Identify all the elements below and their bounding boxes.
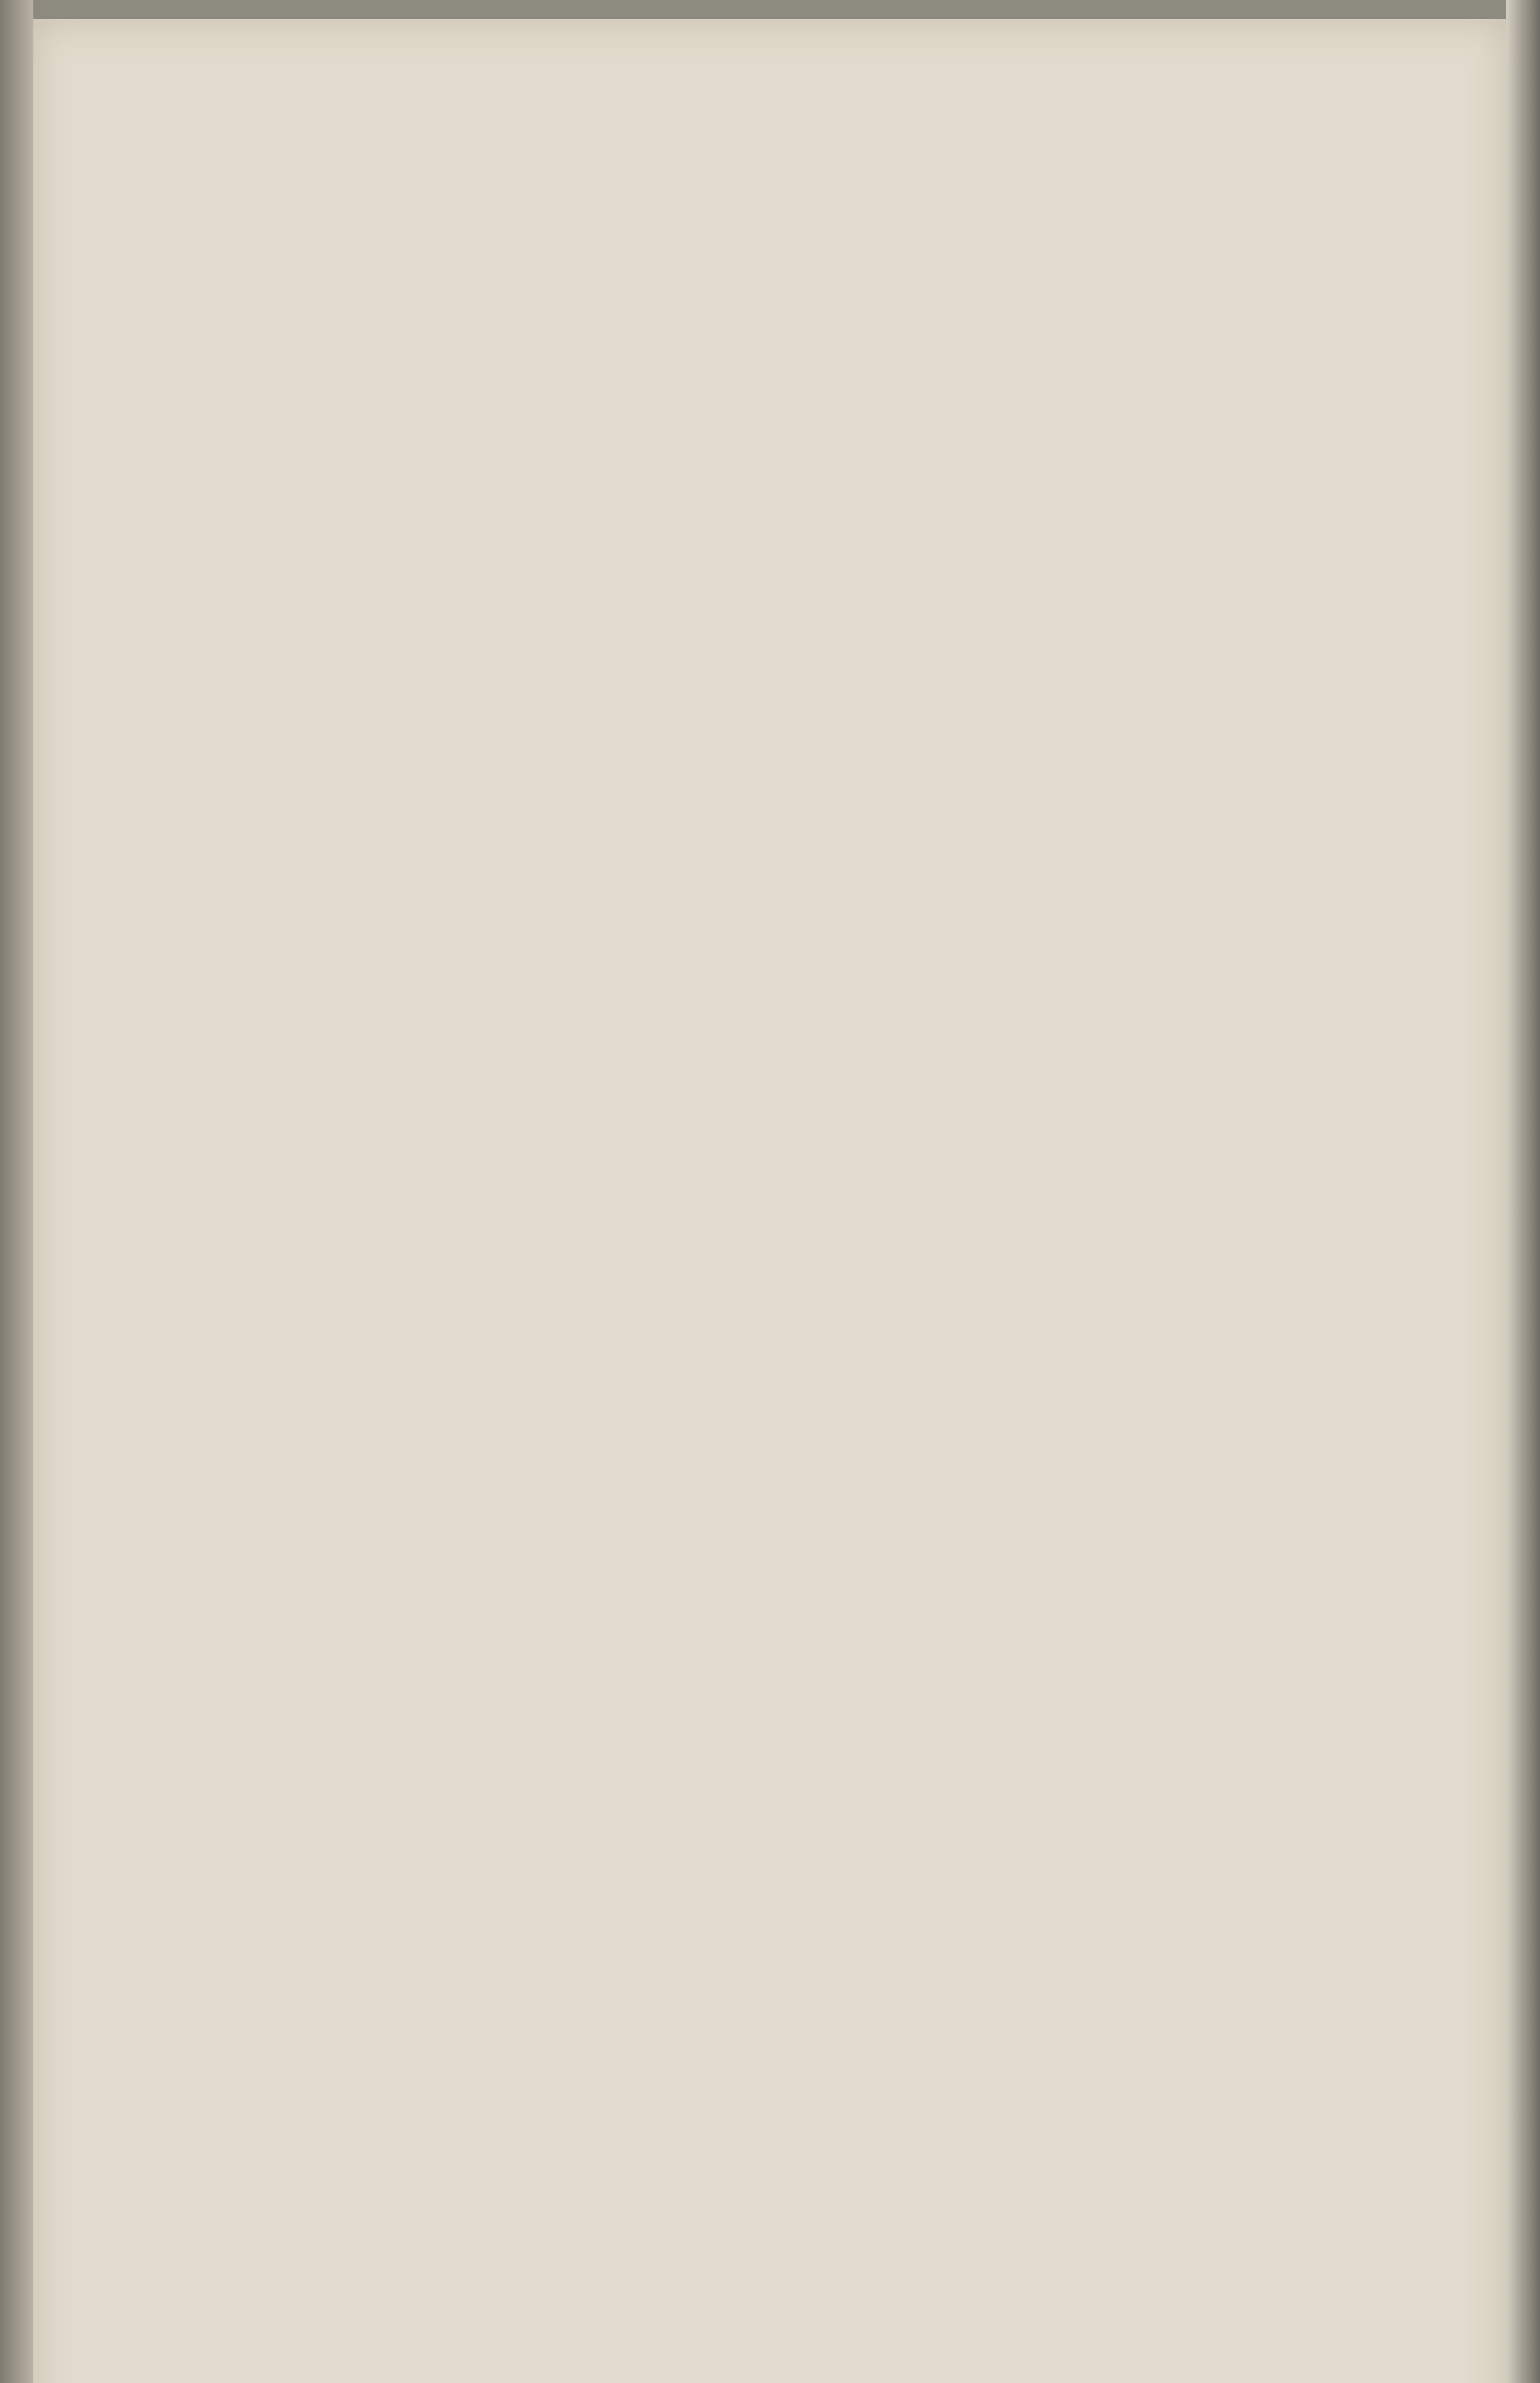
page-edge-shadow bbox=[1506, 0, 1540, 2383]
binding-edge bbox=[0, 0, 33, 2383]
document-page bbox=[33, 19, 1506, 2383]
